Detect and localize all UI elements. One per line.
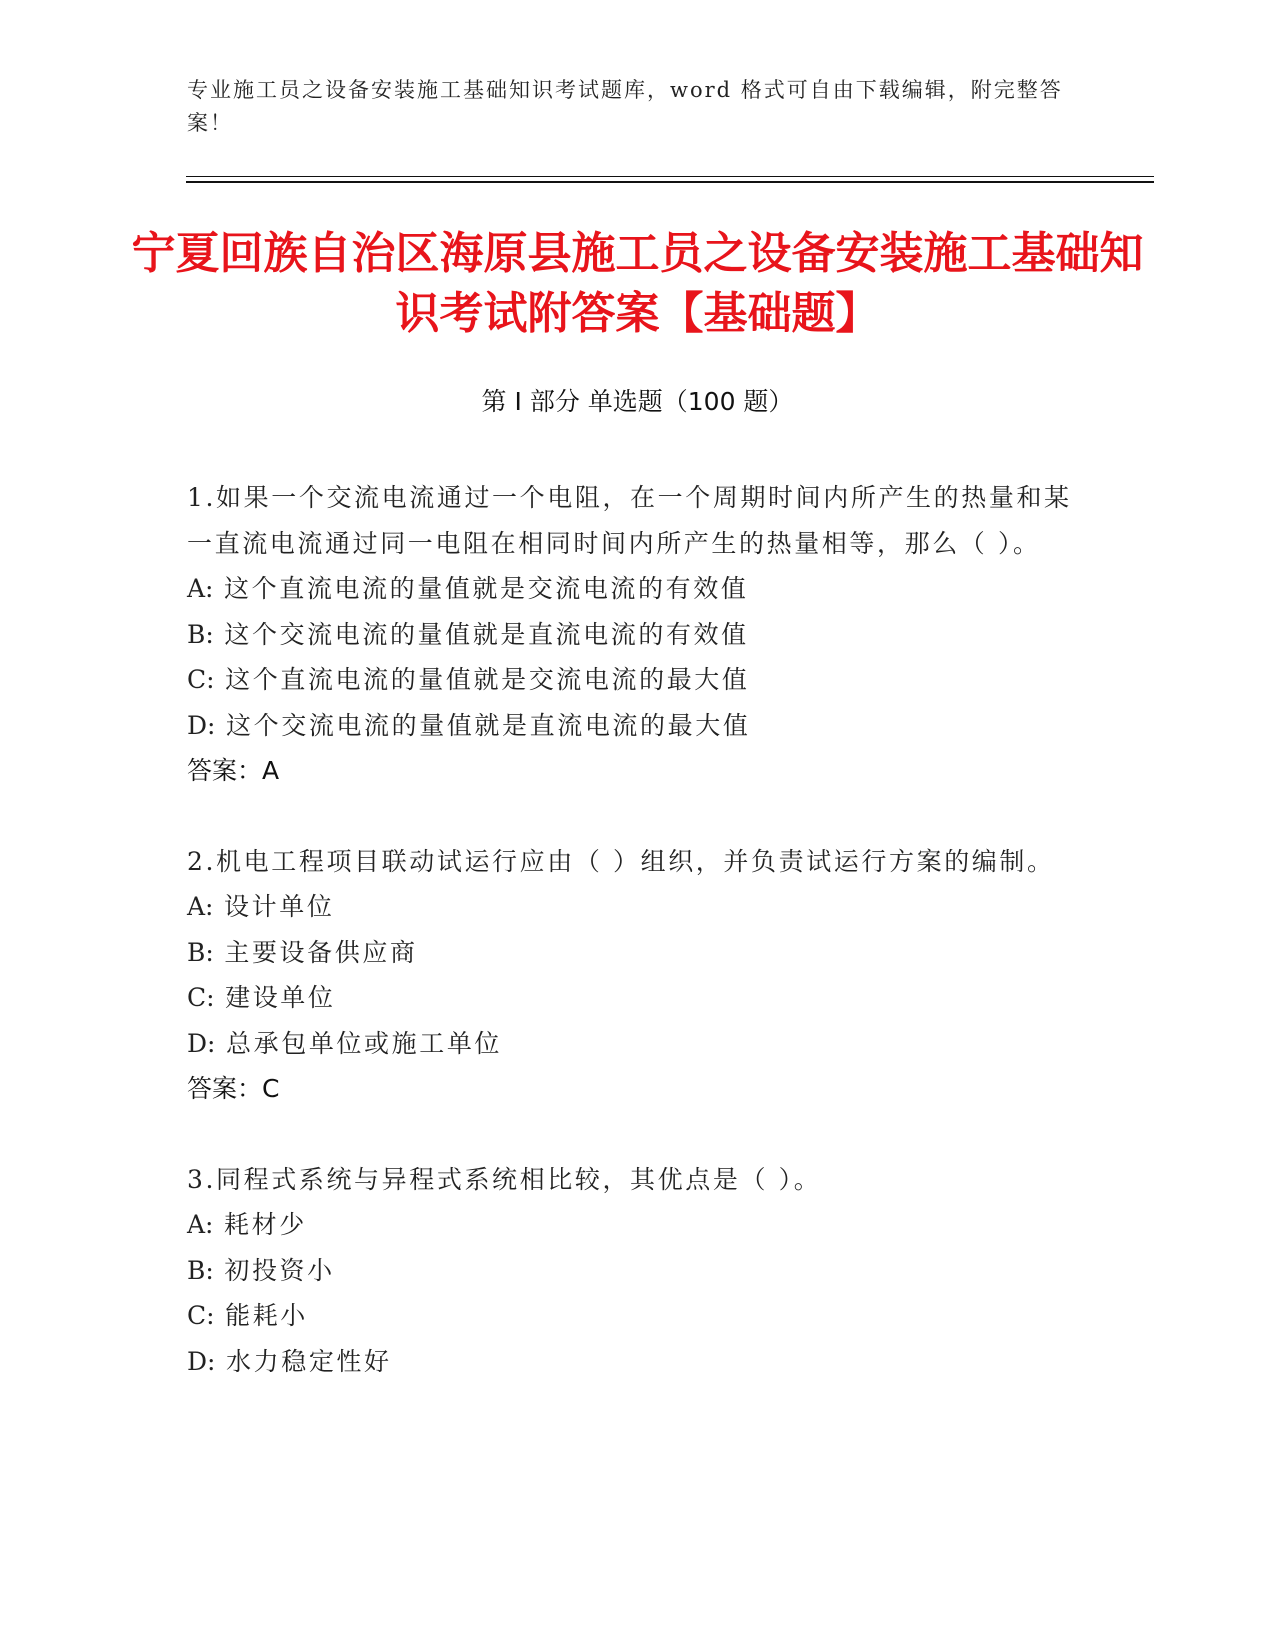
option-key: B: — [187, 1255, 214, 1285]
answer-line: 答案：A — [187, 756, 280, 785]
option-text: 建设单位 — [214, 983, 336, 1012]
option-key: C: — [187, 983, 215, 1012]
option-text: 设计单位 — [213, 892, 335, 921]
option-text: 能耗小 — [214, 1301, 308, 1330]
option-text: 耗材少 — [213, 1210, 307, 1239]
option-key: A: — [187, 1210, 214, 1239]
question-3 — [187, 1157, 1082, 1385]
option-b — [187, 930, 1082, 976]
option-key: A: — [187, 892, 214, 921]
question-stem: 2.机电工程项目联动试运行应由（ ）组织，并负责试运行方案的编制。 — [187, 846, 1055, 876]
option-key: D: — [187, 1028, 216, 1058]
answer-line: 答案：C — [187, 1074, 280, 1103]
header-note: 专业施工员之设备安装施工基础知识考试题库，word 格式可自由下载编辑，附完整答案！ — [187, 78, 1063, 135]
option-d — [187, 1339, 1082, 1385]
option-text: 水力稳定性好 — [215, 1346, 392, 1376]
option-b — [187, 612, 1082, 658]
header-divider-thick — [186, 181, 1154, 183]
option-key: B: — [187, 619, 214, 649]
option-key: C: — [187, 665, 215, 694]
option-c — [187, 1293, 1082, 1339]
option-c — [187, 975, 1082, 1021]
option-c — [187, 657, 1082, 703]
option-a — [187, 1202, 1082, 1248]
question-list — [187, 475, 1082, 1429]
option-key: A: — [187, 574, 214, 603]
option-d — [187, 703, 1082, 749]
option-text: 这个直流电流的量值就是交流电流的有效值 — [213, 574, 749, 603]
option-text: 这个交流电流的量值就是直流电流的有效值 — [213, 619, 749, 649]
header-divider-thin — [186, 176, 1154, 177]
question-1 — [187, 475, 1082, 794]
option-key: B: — [187, 937, 214, 967]
option-text: 总承包单位或施工单位 — [215, 1028, 503, 1058]
option-key: C: — [187, 1301, 215, 1330]
question-stem: 1.如果一个交流电流通过一个电阻，在一个周期时间内所产生的热量和某一直流电流通过同一电阻在相同时间内所产生的热量相等，那么（ ）。 — [187, 483, 1072, 558]
option-a — [187, 884, 1082, 930]
option-text: 这个直流电流的量值就是交流电流的最大值 — [214, 665, 750, 694]
option-a — [187, 566, 1082, 612]
document-title: 宁夏回族自治区海原县施工员之设备安装施工基础知识考试附答案【基础题】 — [131, 228, 1144, 339]
question-2 — [187, 839, 1082, 1112]
option-text: 初投资小 — [213, 1255, 335, 1285]
option-text: 这个交流电流的量值就是直流电流的最大值 — [215, 710, 751, 740]
option-b — [187, 1248, 1082, 1294]
option-key: D: — [187, 710, 216, 740]
question-stem: 3.同程式系统与异程式系统相比较，其优点是（ ）。 — [187, 1164, 822, 1194]
option-text: 主要设备供应商 — [213, 937, 418, 967]
section-heading: 第 I 部分 单选题（100 题） — [481, 387, 794, 416]
option-d — [187, 1021, 1082, 1067]
option-key: D: — [187, 1346, 216, 1376]
